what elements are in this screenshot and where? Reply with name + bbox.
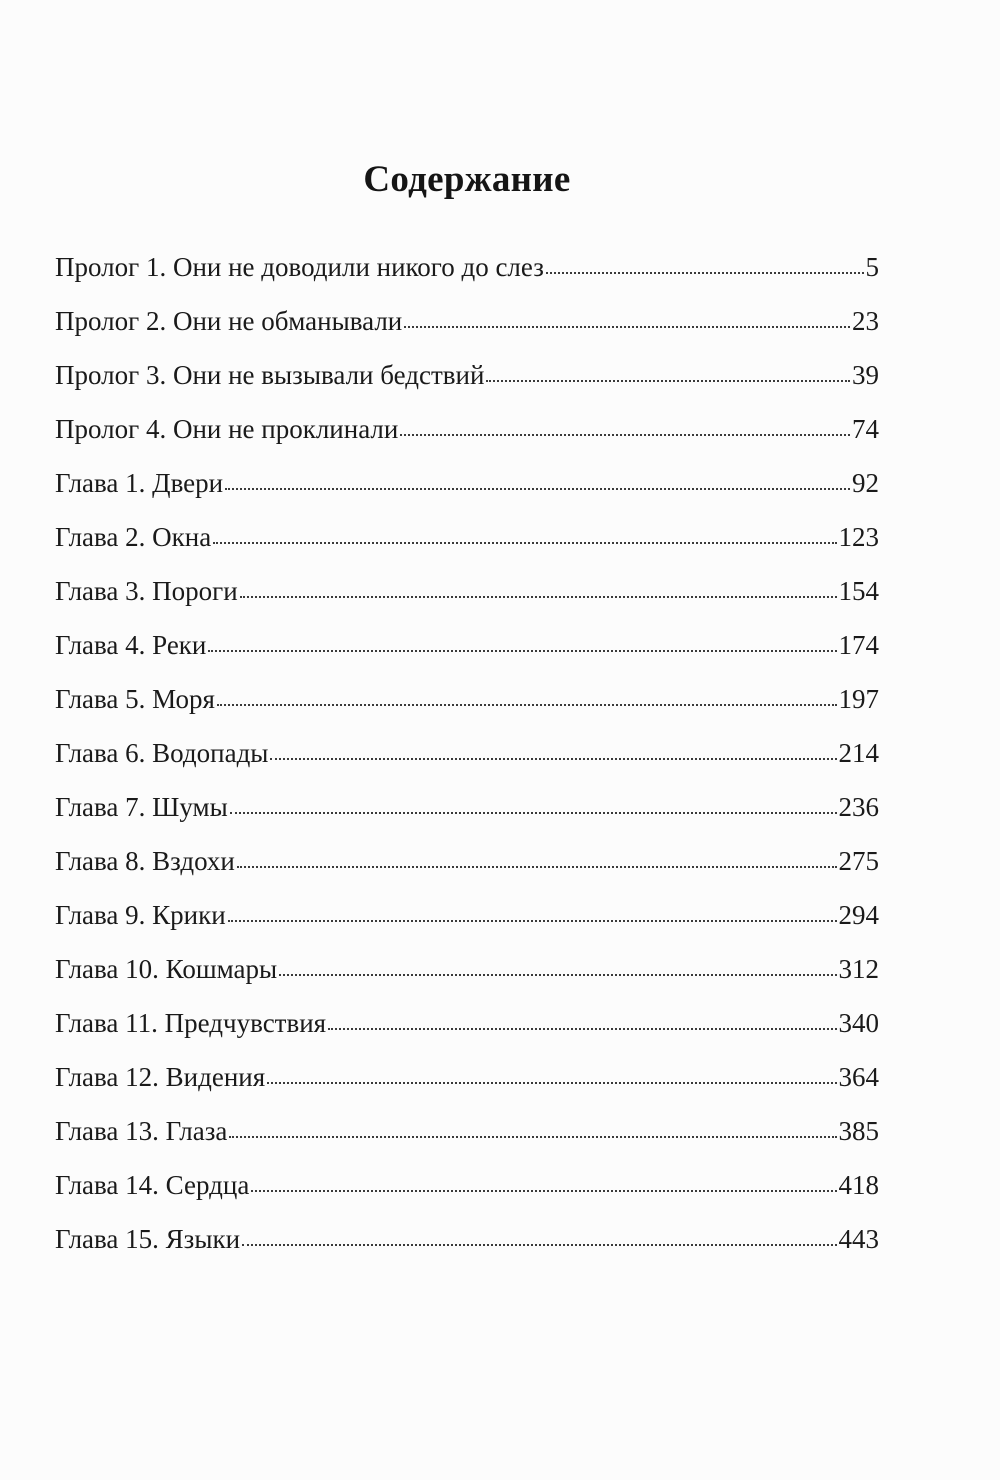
dot-leader bbox=[486, 380, 850, 382]
toc-entry bbox=[55, 466, 879, 520]
toc-entry bbox=[55, 898, 879, 952]
toc-entry bbox=[55, 574, 879, 628]
toc-entry-page: 340 bbox=[838, 1008, 879, 1038]
toc-entry-label: Глава 7. Шумы bbox=[55, 792, 228, 822]
dot-leader bbox=[251, 1190, 836, 1192]
toc-entry-page: 443 bbox=[838, 1224, 879, 1254]
dot-leader bbox=[404, 326, 850, 328]
toc-entry bbox=[55, 250, 879, 304]
toc-entry-label: Глава 5. Моря bbox=[55, 684, 215, 714]
toc-entry-label: Пролог 3. Они не вызывали бедствий bbox=[55, 360, 485, 390]
page-title: Содержание bbox=[363, 158, 571, 200]
dot-leader bbox=[270, 758, 836, 760]
toc-entry bbox=[55, 358, 879, 412]
toc-entry-label: Пролог 1. Они не доводили никого до слез bbox=[55, 252, 544, 282]
toc-entry bbox=[55, 1168, 879, 1222]
toc-entry bbox=[55, 790, 879, 844]
dot-leader bbox=[208, 650, 836, 652]
toc-entry-label: Глава 14. Сердца bbox=[55, 1170, 250, 1200]
toc-entry bbox=[55, 304, 879, 358]
toc-entry bbox=[55, 520, 879, 574]
dot-leader bbox=[237, 866, 837, 868]
toc-entry bbox=[55, 628, 879, 682]
toc-entry bbox=[55, 682, 879, 736]
toc-entry bbox=[55, 736, 879, 790]
toc-entry-page: 92 bbox=[852, 468, 879, 498]
dot-leader bbox=[225, 488, 850, 490]
toc-entry-page: 197 bbox=[838, 684, 879, 714]
toc-entry-page: 5 bbox=[865, 252, 879, 282]
toc-entry-page: 236 bbox=[838, 792, 879, 822]
toc-entry-page: 294 bbox=[838, 900, 879, 930]
toc-entry-page: 364 bbox=[838, 1062, 879, 1092]
toc-entry bbox=[55, 844, 879, 898]
toc-entry-label: Глава 8. Вздохи bbox=[55, 846, 235, 876]
dot-leader bbox=[328, 1028, 836, 1030]
toc-entry-page: 275 bbox=[838, 846, 879, 876]
dot-leader bbox=[240, 596, 837, 598]
toc-entry-label: Глава 9. Крики bbox=[55, 900, 226, 930]
toc-entry-label: Глава 4. Реки bbox=[55, 630, 207, 660]
toc-entry-page: 39 bbox=[852, 360, 879, 390]
toc-entry-label: Глава 13. Глаза bbox=[55, 1116, 228, 1146]
toc-entry-label: Глава 3. Пороги bbox=[55, 576, 238, 606]
dot-leader bbox=[228, 920, 837, 922]
dot-leader bbox=[230, 812, 837, 814]
dot-leader bbox=[242, 1244, 836, 1246]
toc-entry-page: 174 bbox=[838, 630, 879, 660]
toc-entry bbox=[55, 412, 879, 466]
toc-entry-page: 385 bbox=[838, 1116, 879, 1146]
dot-leader bbox=[267, 1082, 836, 1084]
toc-list bbox=[55, 250, 879, 1276]
dot-leader bbox=[546, 272, 864, 274]
toc-entry-label: Пролог 2. Они не обманывали bbox=[55, 306, 403, 336]
toc-entry-page: 312 bbox=[838, 954, 879, 984]
toc-entry bbox=[55, 1222, 879, 1276]
toc-entry bbox=[55, 1060, 879, 1114]
toc-entry-label: Глава 12. Видения bbox=[55, 1062, 266, 1092]
toc-entry bbox=[55, 1006, 879, 1060]
toc-entry-page: 214 bbox=[838, 738, 879, 768]
dot-leader bbox=[229, 1136, 836, 1138]
toc-entry-page: 23 bbox=[852, 306, 879, 336]
toc-entry-label: Глава 1. Двери bbox=[55, 468, 224, 498]
toc-entry-label: Глава 6. Водопады bbox=[55, 738, 269, 768]
dot-leader bbox=[279, 974, 836, 976]
toc-entry-page: 418 bbox=[838, 1170, 879, 1200]
toc-entry-label: Глава 11. Предчувствия bbox=[55, 1008, 327, 1038]
toc-entry-label: Глава 10. Кошмары bbox=[55, 954, 278, 984]
toc-entry-label: Глава 15. Языки bbox=[55, 1224, 241, 1254]
toc-entry-page: 154 bbox=[838, 576, 879, 606]
toc-entry-page: 123 bbox=[838, 522, 879, 552]
toc-entry-label: Пролог 4. Они не проклинали bbox=[55, 414, 399, 444]
toc-entry-label: Глава 2. Окна bbox=[55, 522, 212, 552]
toc-entry bbox=[55, 952, 879, 1006]
dot-leader bbox=[217, 704, 837, 706]
dot-leader bbox=[213, 542, 836, 544]
toc-entry-page: 74 bbox=[852, 414, 879, 444]
dot-leader bbox=[400, 434, 850, 436]
toc-entry bbox=[55, 1114, 879, 1168]
